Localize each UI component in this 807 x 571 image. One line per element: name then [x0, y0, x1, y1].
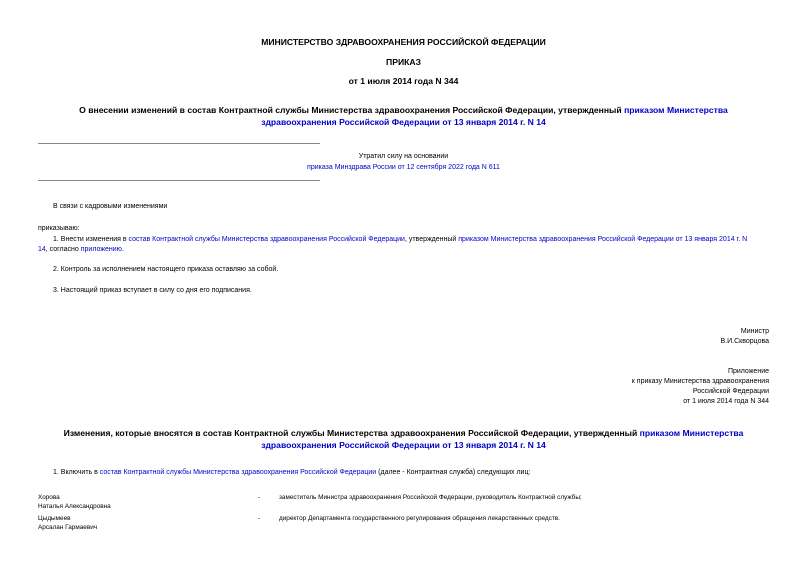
- status-note-line2: [0, 164, 807, 171]
- repeal-order-link[interactable]: приказа Минздрава России от 12 сентября 2022 года N 611: [307, 164, 500, 171]
- document-type: ПРИКАЗ: [386, 57, 421, 67]
- order-item-3: 3. Настоящий приказ вступает в силу со дня его подписания.: [53, 287, 252, 294]
- appendix-ref-line2: к приказу Министерства здравоохранения: [631, 378, 769, 385]
- member-1-role: заместитель Министра здравоохранения Российской Федерации, руководитель Контрактной службы;: [279, 494, 582, 501]
- status-note: Утратил силу на основании: [358, 153, 449, 160]
- signature-name: В.И.Скворцова: [720, 338, 769, 345]
- document-date-number: от 1 июля 2014 года N 344: [348, 76, 459, 86]
- document-title: [0, 105, 807, 115]
- title-link-ministry[interactable]: Министерства: [666, 105, 728, 115]
- item1-link-appendix[interactable]: приложению: [80, 246, 122, 253]
- divider-bottom: [38, 180, 320, 181]
- order-item-2: 2. Контроль за исполнением настоящего приказа оставляю за собой.: [53, 266, 279, 273]
- appendix-title-link-cont[interactable]: здравоохранения Российской Федерации от 13 января 2014 г. N 14: [261, 440, 546, 450]
- ministry-heading: МИНИСТЕРСТВО ЗДРАВООХРАНЕНИЯ РОССИЙСКОЙ ФЕДЕРАЦИИ: [261, 37, 546, 47]
- member-1-surname: Хорова: [38, 494, 60, 501]
- appendix-title-line2: [0, 440, 807, 450]
- member-2-given-names: Арсалан Гармаевич: [38, 524, 98, 531]
- appendix-title-link[interactable]: приказом Министерства: [639, 428, 744, 438]
- item1-link-order-14-cont[interactable]: 14: [38, 246, 46, 253]
- appendix-label: Приложение: [727, 368, 769, 375]
- document-title-line2: [0, 117, 807, 127]
- appendix-title: Изменения, которые вносятся в состав Контрактной службы Министерства здравоохранения Российской Федерации, утвержденный приказом Министерства: [63, 428, 744, 438]
- appendix-ref-line4: от 1 июля 2014 года N 344: [683, 398, 769, 405]
- order-item-1: 1. Внести изменения в состав Контрактной службы Министерства здравоохранения Российской Федерации, утвержденный приказом Министерства здравоохранения Российской Федерации от 13 января 2014 г. N: [53, 236, 748, 243]
- title-link-order[interactable]: приказом: [624, 105, 665, 115]
- order-item-1-cont: 14, согласно приложению.: [38, 246, 124, 253]
- title-link-ministry-cont[interactable]: здравоохранения Российской Федерации от 13 января 2014 г. N 14: [261, 117, 546, 127]
- appendix-ref-line3: Российской Федерации: [692, 388, 769, 395]
- appendix-item1-link[interactable]: состав Контрактной службы Министерства здравоохранения Российской Федерации: [99, 469, 377, 476]
- orders-word: приказываю:: [38, 225, 80, 232]
- member-1-given-names: Наталья Александровна: [38, 503, 111, 510]
- member-2-role: директор Департамента государственного регулирования обращения лекарственных средств.: [279, 515, 560, 522]
- member-1-dash: -: [258, 494, 261, 501]
- member-2-surname: Цыдымеев: [38, 515, 71, 522]
- signature-position: Министр: [740, 328, 769, 335]
- member-2-dash: -: [258, 515, 261, 522]
- divider-top: [38, 143, 320, 144]
- item1-link-contract-service[interactable]: состав Контрактной службы Министерства здравоохранения Российской Федерации: [128, 236, 405, 243]
- title-text: О внесении изменений в состав Контрактной службы Министерства здравоохранения Российской Федерации, утвержденный: [79, 105, 625, 115]
- preamble: В связи с кадровыми изменениями: [53, 203, 168, 210]
- item1-link-order-14[interactable]: приказом Министерства здравоохранения Российской Федерации от 13 января 2014 г. N: [458, 236, 748, 243]
- appendix-item-1: 1. Включить в состав Контрактной службы Министерства здравоохранения Российской Федерации (далее - Контрактная служба) следующих лиц:: [53, 469, 531, 476]
